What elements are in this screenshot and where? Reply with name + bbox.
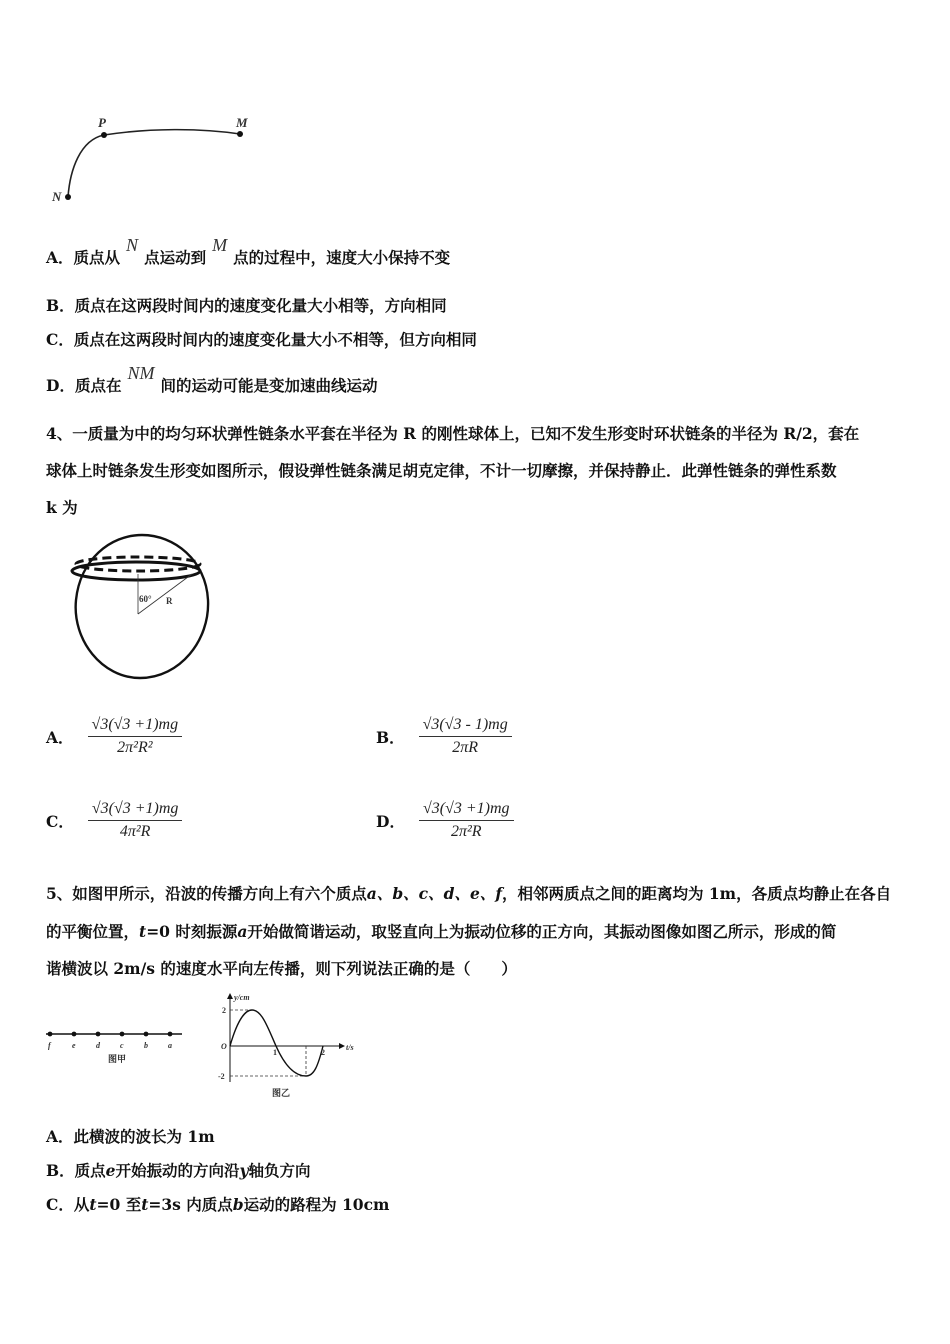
- q4-angle-label: 60°: [139, 594, 152, 604]
- q5-option-c-mid1: =0 至: [96, 1195, 142, 1214]
- q5-yi-origin: O: [221, 1042, 227, 1051]
- q3-option-a-var-m: M: [212, 235, 228, 255]
- q5-yi-x1: 1: [273, 1048, 277, 1057]
- q3-option-a: [46, 235, 451, 268]
- q3-option-d-pre: 质点在: [74, 376, 122, 395]
- q3-label-n: N: [52, 189, 62, 204]
- q4-choice-a-letter: A．: [46, 727, 74, 747]
- q5-jia-point-e: [72, 1032, 77, 1037]
- q5-option-c-pre: 从: [73, 1195, 90, 1214]
- q3-option-c-letter: C．: [46, 330, 74, 349]
- q5-option-b-var-y: y: [239, 1161, 249, 1180]
- q3-option-c-text: 质点在这两段时间内的速度变化量大小不相等，但方向相同: [73, 330, 477, 349]
- q4-choice-c: [46, 800, 182, 841]
- q5-jia-caption: 图甲: [108, 1054, 127, 1064]
- q5-option-b-post: 轴负方向: [248, 1161, 311, 1180]
- q5-option-c-post: 运动的路程为 10cm: [243, 1195, 390, 1214]
- q4-choice-a: [46, 716, 182, 757]
- q3-option-c: [46, 328, 477, 350]
- q4-choice-c-fraction: [88, 800, 183, 841]
- q5-option-b-letter: B．: [46, 1161, 75, 1180]
- q5-yi-ylabel: y/cm: [234, 993, 250, 1002]
- q3-option-a-var-n: N: [126, 235, 139, 255]
- q5-option-a: [46, 1125, 215, 1147]
- q5-option-c: [46, 1193, 389, 1215]
- q5-option-c-letter: C．: [46, 1195, 74, 1214]
- q4-choice-a-denominator: 2π²R²: [117, 739, 153, 756]
- q3-option-a-mid: 点运动到: [144, 248, 207, 267]
- q5-yi-y-arrow: [227, 993, 233, 999]
- q5-option-b-mid: 开始振动的方向沿: [115, 1161, 240, 1180]
- q3-label-m: M: [236, 115, 248, 130]
- q3-option-b-text: 质点在这两段时间内的速度变化量大小相等，方向相同: [74, 296, 447, 315]
- q5-yi-caption: 图乙: [272, 1088, 291, 1098]
- q3-option-d-letter: D．: [46, 376, 75, 395]
- q5-option-a-letter: A．: [46, 1127, 74, 1146]
- q3-option-a-letter: A．: [46, 248, 74, 267]
- q5-jia-point-f: [48, 1032, 53, 1037]
- q5-stem-line-2-mid: =0 时刻振源: [146, 922, 238, 941]
- q4-radius-label: R: [166, 596, 173, 606]
- q4-choice-d-denominator: 2π²R: [450, 823, 482, 840]
- q5-option-c-t1: t: [89, 1195, 97, 1214]
- q4-stem-line-1: 4、一质量为中的均匀环状弹性链条水平套在半径为 R 的刚性球体上，已知不发生形变时环状链条的半径为 R/2，套在: [46, 424, 860, 443]
- q4-choice-c-letter: C．: [46, 811, 74, 831]
- q4-choice-d-numerator: √3(√3 +1)mg: [419, 800, 514, 821]
- q4-sphere-figure: [62, 530, 222, 680]
- q5-option-c-t2: t: [141, 1195, 149, 1214]
- q4-choice-c-numerator: √3(√3 +1)mg: [88, 800, 183, 821]
- q4-choice-d-fraction: [419, 800, 514, 841]
- q4-choice-b-denominator: 2πR: [452, 739, 479, 756]
- q5-yi-ytop: 2: [222, 1006, 226, 1015]
- q3-option-a-pre: 质点从: [73, 248, 121, 267]
- q4-choice-a-numerator: √3(√3 +1)mg: [88, 716, 183, 737]
- q5-option-a-text: 此横波的波长为 1m: [73, 1127, 215, 1146]
- q5-figure-yi: [210, 990, 370, 1102]
- q3-curve-path: [68, 130, 240, 197]
- q5-stem-line-2-pre: 的平衡位置，: [46, 922, 140, 941]
- q5-jia-label-f: f: [48, 1041, 51, 1050]
- q5-jia-point-b: [144, 1032, 149, 1037]
- q5-option-c-mid2: =3s 内质点: [148, 1195, 233, 1214]
- q4-choice-d-letter: D．: [376, 811, 405, 831]
- q5-option-b-pre: 质点: [74, 1161, 106, 1180]
- q5-option-b-var-e: e: [105, 1161, 116, 1180]
- q4-choice-a-fraction: [88, 716, 183, 757]
- q3-option-d-var-nm: NM: [127, 363, 155, 383]
- q3-option-d: [46, 363, 378, 396]
- q3-option-a-post: 点的过程中，速度大小保持不变: [233, 248, 451, 267]
- q5-yi-x2: 2: [321, 1048, 325, 1057]
- q4-stem-line-3: k 为: [46, 498, 78, 517]
- q5-stem-line-1: [46, 882, 891, 904]
- q5-option-c-var-b: b: [232, 1195, 244, 1214]
- q5-stem-a: a: [237, 922, 248, 941]
- q4-choice-c-denominator: 4π²R: [119, 823, 151, 840]
- q4-choice-b-fraction: [419, 716, 512, 757]
- q3-point-n: [65, 194, 71, 200]
- q5-jia-label-b: b: [144, 1041, 148, 1050]
- q5-jia-point-d: [96, 1032, 101, 1037]
- q5-jia-label-e: e: [72, 1041, 76, 1050]
- q5-stem-line-1-post: ，相邻两质点之间的距离均为 1m，各质点均静止在各自: [501, 884, 892, 903]
- q5-yi-x-arrow: [339, 1043, 345, 1049]
- q4-choice-d: [376, 800, 514, 841]
- q5-stem-line-1-pre: 5、如图甲所示，沿波的传播方向上有六个质点: [46, 884, 367, 903]
- q3-option-d-post: 间的运动可能是变加速曲线运动: [160, 376, 378, 395]
- q5-stem-points: a、b、c、d、e、f: [366, 884, 502, 903]
- q4-choice-b-numerator: √3(√3 - 1)mg: [419, 716, 512, 737]
- q4-choice-b-letter: B．: [376, 727, 405, 747]
- q4-choice-b: [376, 716, 512, 757]
- q3-option-b: [46, 294, 447, 316]
- q3-option-b-letter: B．: [46, 296, 75, 315]
- q5-figure-jia: [40, 1022, 200, 1072]
- q3-point-m: [237, 131, 243, 137]
- q5-stem-t: t: [139, 922, 147, 941]
- q5-jia-point-c: [120, 1032, 125, 1037]
- q3-curve-figure: [40, 110, 270, 220]
- q4-stem-line-2: 球体上时链条发生形变如图所示，假设弹性链条满足胡克定律，不计一切摩擦，并保持静止．此弹性链条的弹性系数: [46, 461, 837, 480]
- q5-stem-line-3: 谐横波以 2m/s 的速度水平向左传播，则下列说法正确的是（ ）: [46, 959, 517, 978]
- q5-jia-label-c: c: [120, 1041, 124, 1050]
- q5-jia-label-a: a: [168, 1041, 172, 1050]
- q5-yi-xlabel: t/s: [346, 1043, 354, 1052]
- q5-yi-wave: [230, 1010, 323, 1076]
- q5-option-b: [46, 1159, 311, 1181]
- q5-jia-label-d: d: [96, 1041, 100, 1050]
- q5-jia-point-a: [168, 1032, 173, 1037]
- q5-stem-line-2-post: 开始做简谐运动，取竖直向上为振动位移的正方向，其振动图像如图乙所示，形成的简: [247, 922, 837, 941]
- q4-chain-front: [72, 562, 200, 580]
- q5-stem-line-2: [46, 920, 836, 942]
- q3-point-p: [101, 132, 107, 138]
- q5-yi-ybottom: -2: [218, 1072, 225, 1081]
- q4-sphere-outline: [76, 535, 208, 678]
- q3-label-p: P: [98, 115, 106, 130]
